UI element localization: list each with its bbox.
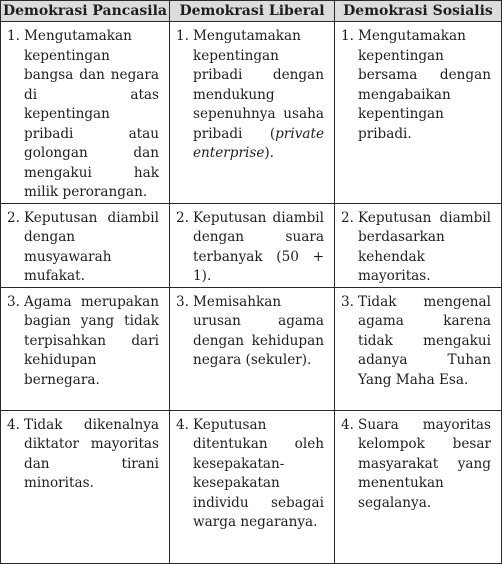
item-number: 3. (7, 293, 20, 310)
cell-pancasila (1, 22, 170, 204)
item-number: 3. (341, 293, 354, 310)
item-text: Tidak mengenal agama karena tidak mengakui adanya Tuhan Yang Maha Esa. (358, 293, 491, 388)
cell-sosialis (335, 287, 502, 410)
table-row (1, 410, 502, 563)
item-number: 2. (341, 209, 354, 226)
table-row (1, 203, 502, 287)
cell-pancasila (1, 203, 170, 287)
item-number: 4. (341, 416, 354, 433)
item-number: 3. (176, 293, 189, 310)
item-text: Memisahkan urusan agama dengan kehidupan negara (sekuler). (193, 293, 324, 368)
item-text: Keputusan diambil berdasarkan kehendak mayoritas. (358, 209, 491, 284)
cell-liberal (170, 410, 335, 563)
header-sosialis: Demokrasi Sosialis (335, 1, 502, 22)
cell-sosialis (335, 22, 502, 204)
item-text: Keputusan diambil dengan suara terbanyak (50 + 1). (193, 209, 324, 284)
item-text: Tidak dikenalnya diktator mayoritas dan tirani minoritas. (24, 416, 159, 491)
table-row (1, 22, 502, 204)
item-text (193, 27, 328, 164)
cell-liberal (170, 203, 335, 287)
item-number: 4. (7, 416, 20, 433)
item-text: Mengutamakan kepentingan bangsa dan negara di atas kepentingan pribadi atau golongan dan mengakui hak milik perorangan. (24, 28, 159, 200)
item-number: 1. (176, 28, 189, 44)
cell-pancasila (1, 287, 170, 410)
cell-sosialis (335, 410, 502, 563)
item-text: Keputusan ditentukan oleh kesepakatan-kesepakatan individu sebagai warga negaranya. (193, 416, 324, 530)
cell-liberal (170, 22, 335, 204)
item-number: 2. (176, 209, 189, 226)
item-text-italic: private enterprise (193, 125, 324, 161)
item-number: 1. (341, 28, 354, 44)
item-text: Mengutamakan kepentingan bersama dengan mengabaikan kepentingan pribadi. (358, 28, 491, 142)
item-number: 2. (7, 209, 20, 226)
cell-liberal (170, 287, 335, 410)
cell-pancasila (1, 410, 170, 563)
cell-sosialis (335, 203, 502, 287)
item-text: Keputusan diambil dengan musyawarah mufakat. (24, 209, 159, 284)
header-pancasila: Demokrasi Pancasila (1, 1, 170, 22)
item-text-main: Mengutamakan kepentingan pribadi dengan mendukung sepenuhnya usaha pribadi ( (193, 28, 324, 142)
item-number: 1. (7, 28, 20, 44)
item-text-after: ). (264, 145, 274, 161)
item-number: 4. (176, 416, 189, 433)
header-row (1, 1, 502, 22)
header-liberal: Demokrasi Liberal (170, 1, 335, 22)
item-text: Suara mayoritas kelompok besar masyarakat yang menentukan segalanya. (358, 416, 491, 511)
item-text: Agama merupakan bagian yang tidak terpisahkan dari kehidupan bernegara. (24, 293, 159, 388)
table-row (1, 287, 502, 410)
